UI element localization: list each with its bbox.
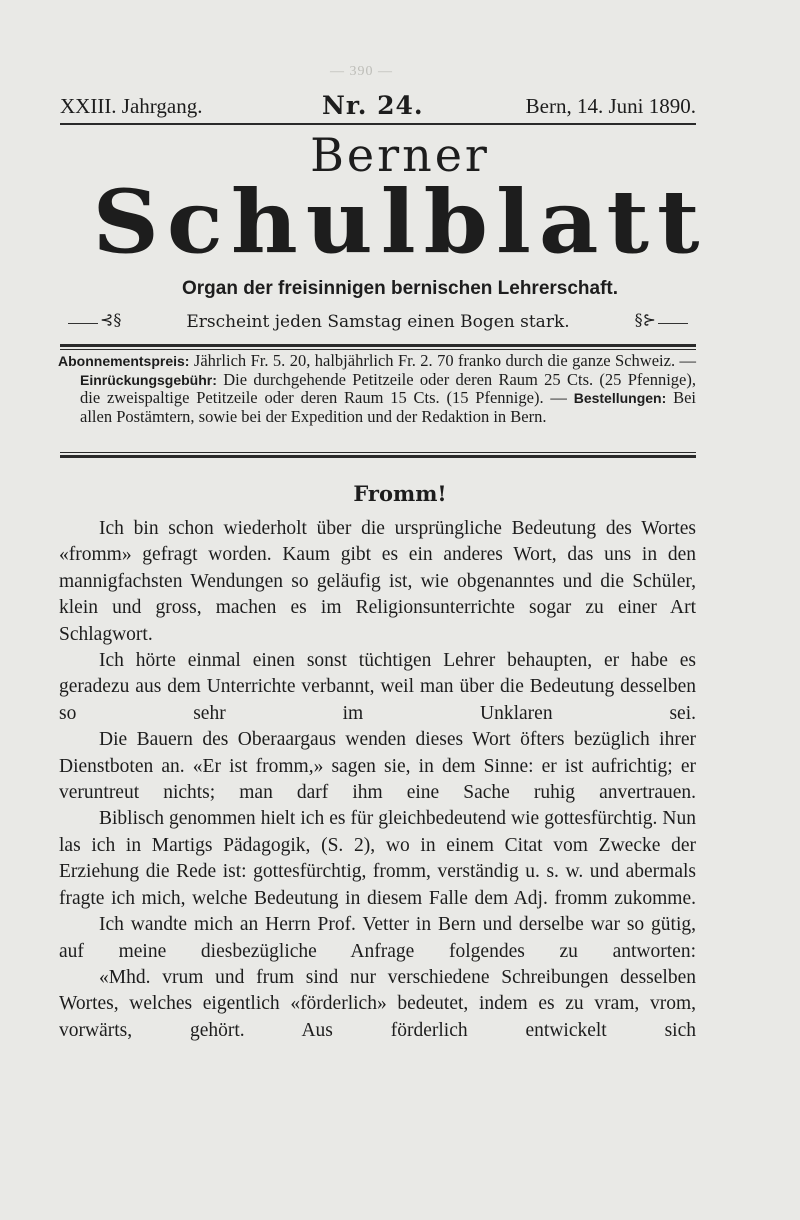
article-paragraph: Ich bin schon wiederholt über die ursprüngliche Bedeutung des Wortes «fromm» gefragt worden. Kaum gibt es ein anderes Wort, das uns in den mannigfachsten Wendungen so geläufig ist, wie obgenanntes und die Schüler, klein und gross, machen es im Religionsunterrichte sogar zu einer Art Schlagwort. [59,518,696,645]
ornament-left-icon: ⊰§ [100,310,122,329]
article-paragraph: «Mhd. vrum und frum sind nur verschiedene Schreibungen desselben Wortes, welches eigentlich «förderlich» bedeutet, indem es zu vram, vrom, vorwärts, gehört. Aus förderlich entwickelt sich [59,966,696,1041]
subscription-info [58,351,697,426]
divider [658,323,688,324]
article-paragraph: Ich wandte mich an Herrn Prof. Vetter in Bern und derselbe war so gütig, auf meine diesbezügliche Anfrage folgendes zu antworten: [59,914,696,962]
article-paragraph: Die Bauern des Oberaargaus wenden dieses Wort öfters bezüglich ihrer Dienstboten an. «Er ist fromm,» sagen sie, in dem Sinne: er ist aufrichtig; er veruntreut nichts; man darf ihm eine Sache ruhig anvertrauen. [59,729,696,804]
article-title: Fromm! [353,481,447,506]
ornament-right-icon: §⊱ [634,310,656,329]
article-paragraph: Biblisch genommen hielt ich es für gleichbedeutend wie gottesfürchtig. Nun las ich in Martigs Pädagogik, (S. 2), wo in einem Citat vom Zwecke der Erziehung die Rede ist: gottesfürchtig, fromm, verständig u. s. w. und abermals fragte ich mich, welche Bedeutung in diesem Falle dem Adj. fromm zukomme. [59,808,696,909]
subscription-price-text: Jährlich Fr. 5. 20, halbjährlich Fr. 2. 70 franko durch die ganze Schweiz. — [193,351,696,370]
top-double-rule [60,344,696,347]
issue-number: Nr. 24. [322,91,424,120]
volume-label: XXIII. Jahrgang. [60,94,203,118]
masthead-berner: Berner [310,128,490,182]
top-double-rule-thin [60,349,696,350]
article-paragraph: Ich hörte einmal einen sonst tüchtigen Lehrer behaupten, er habe es geradezu aus dem Unterrichte verbannt, weil man über die Bedeutung desselben so sehr im Unklaren sei. [59,650,696,724]
masthead-schulblatt: Schulblatt [92,170,708,274]
frequency-text: Erscheint jeden Samstag einen Bogen stark. [186,312,570,332]
place-date: Bern, 14. Juni 1890. [525,94,696,118]
insertion-fee-text: Die durchgehende Petitzeile oder deren Raum 25 Cts. (25 Pfennige), die zweispaltige Petitzeile oder deren Raum 15 Cts. (15 Pfennige). — [80,369,697,408]
frequency-line [60,312,696,338]
orders-text: Bei allen Postämtern, sowie bei der Expedition und der Redaktion in Bern. [80,388,697,426]
header-rule [60,123,696,125]
bottom-double-rule-thin [60,452,696,453]
bottom-double-rule [60,455,696,458]
issue-header [60,91,696,124]
article-body [59,516,696,1044]
subscription-price-label: Abonnementspreis: [58,353,190,369]
insertion-fee-label: Einrückungsgebühr: [80,371,217,388]
masthead-subtitle: Organ der freisinnigen bernischen Lehrerschaft. [181,278,619,299]
orders-label: Bestellungen: [573,390,667,407]
faint-page-number: — 390 — [330,64,393,79]
